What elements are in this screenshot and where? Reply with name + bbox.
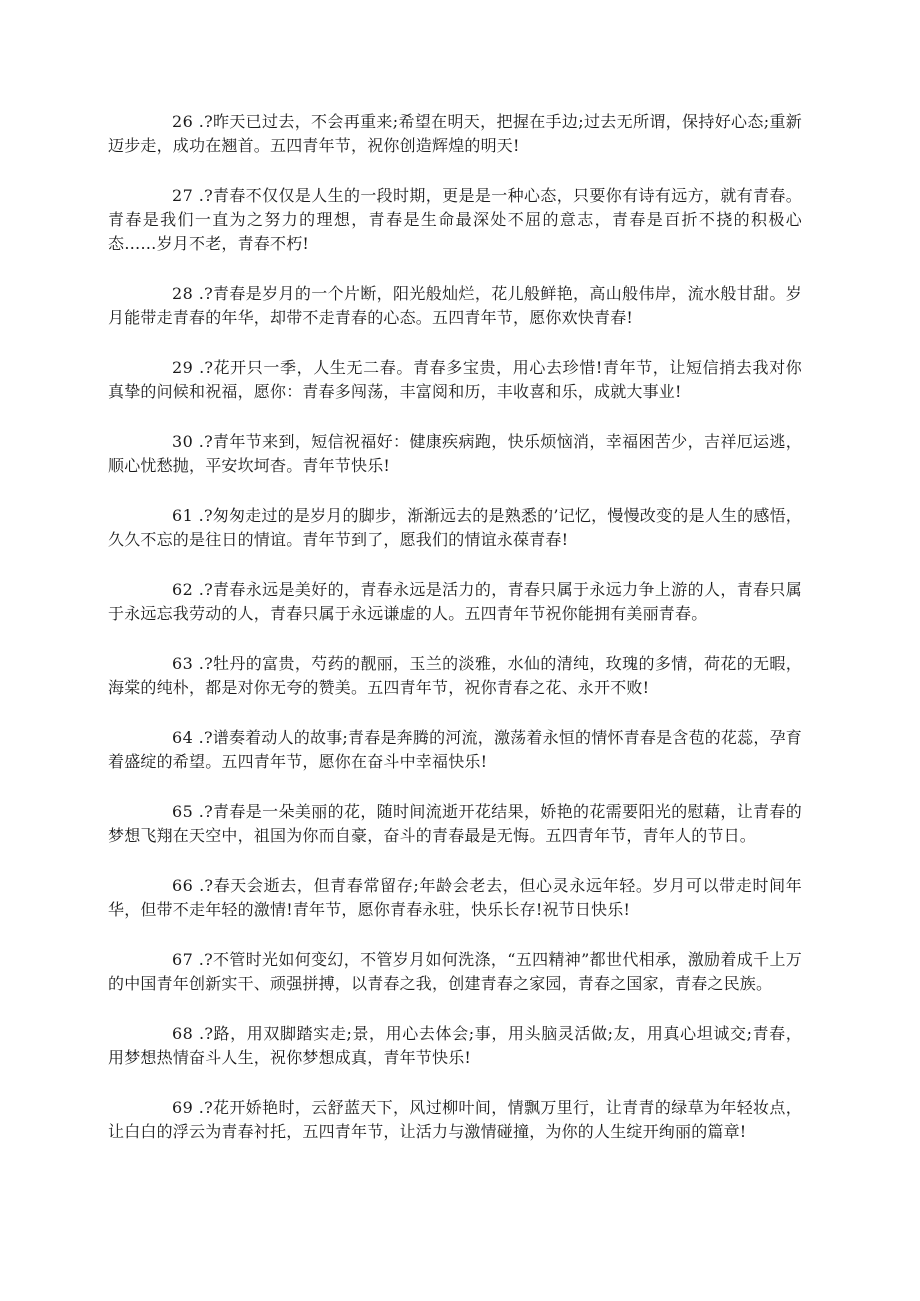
paragraph-number: 29 [172, 358, 194, 377]
paragraph-number: 68 [172, 1024, 194, 1043]
paragraph-number: 66 [172, 876, 194, 895]
paragraph-number: 61 [172, 506, 194, 525]
paragraph-text: .?青春永远是美好的，青春永远是活力的，青春只属于永远力争上游的人，青春只属于永远忘我劳动的人，青春只属于永远谦虚的人。五四青年节祝你能拥有美丽青春。 [108, 580, 802, 623]
paragraph-number: 65 [172, 802, 194, 821]
paragraph-30 [108, 430, 802, 478]
paragraph-text: .?牡丹的富贵，芍药的靓丽，玉兰的淡雅，水仙的清纯，玫瑰的多情，荷花的无暇，海棠的纯朴，都是对你无夸的赞美。五四青年节，祝你青春之花、永开不败! [108, 654, 802, 697]
paragraph-text: .?谱奏着动人的故事;青春是奔腾的河流，激荡着永恒的情怀青春是含苞的花蕊，孕育着盛绽的希望。五四青年节，愿你在奋斗中幸福快乐! [108, 728, 802, 771]
paragraph-text: .?花开只一季，人生无二春。青春多宝贵，用心去珍惜!青年节，让短信捎去我对你真挚的问候和祝福，愿你：青春多闯荡，丰富阅和历，丰收喜和乐，成就大事业! [108, 358, 802, 401]
paragraph-text: .?青春是岁月的一个片断，阳光般灿烂，花儿般鲜艳，高山般伟岸，流水般甘甜。岁月能带走青春的年华，却带不走青春的心态。五四青年节，愿你欢快青春! [108, 284, 802, 327]
paragraph-text: .?青春不仅仅是人生的一段时期，更是是一种心态，只要你有诗有远方，就有青春。青春是我们一直为之努力的理想，青春是生命最深处不屈的意志，青春是百折不挠的积极心态……岁月不老，青春不朽! [108, 186, 802, 253]
paragraph-61 [108, 504, 802, 552]
paragraph-number: 63 [172, 654, 194, 673]
paragraph-66 [108, 874, 802, 922]
paragraph-62 [108, 578, 802, 626]
paragraph-number: 30 [172, 432, 194, 451]
paragraph-text: .?花开娇艳时，云舒蓝天下，风过柳叶间，情飘万里行，让青青的绿草为年轻妆点，让白白的浮云为青春衬托，五四青年节，让活力与激情碰撞，为你的人生绽开绚丽的篇章! [108, 1098, 802, 1141]
paragraph-69 [108, 1096, 802, 1144]
paragraph-64 [108, 726, 802, 774]
paragraph-number: 69 [172, 1098, 194, 1117]
paragraph-65 [108, 800, 802, 848]
paragraph-text: .?青年节来到，短信祝福好：健康疾病跑，快乐烦恼消，幸福困苦少，吉祥厄运逃，顺心忧愁抛，平安坎坷杳。青年节快乐! [108, 432, 802, 475]
paragraph-text: .?春天会逝去，但青春常留存;年龄会老去，但心灵永远年轻。岁月可以带走时间年华，但带不走年轻的激情!青年节，愿你青春永驻，快乐长存!祝节日快乐! [108, 876, 802, 919]
document-body [108, 110, 802, 1170]
paragraph-29 [108, 356, 802, 404]
paragraph-26 [108, 110, 802, 158]
paragraph-text: .?路，用双脚踏实走;景，用心去体会;事，用头脑灵活做;友，用真心坦诚交;青春，用梦想热情奋斗人生，祝你梦想成真，青年节快乐! [108, 1024, 802, 1067]
paragraph-text: .?不管时光如何变幻，不管岁月如何洗涤，“五四精神”都世代相承，激励着成千上万的中国青年创新实干、顽强拼搏，以青春之我，创建青春之家园，青春之国家，青春之民族。 [108, 950, 802, 993]
paragraph-number: 26 [172, 112, 194, 131]
paragraph-28 [108, 282, 802, 330]
paragraph-number: 62 [172, 580, 194, 599]
paragraph-number: 28 [172, 284, 194, 303]
paragraph-number: 64 [172, 728, 194, 747]
paragraph-number: 67 [172, 950, 194, 969]
paragraph-text: .?匆匆走过的是岁月的脚步，渐渐远去的是熟悉的’记忆，慢慢改变的是人生的感悟，久久不忘的是往日的情谊。青年节到了，愿我们的情谊永葆青春! [108, 506, 802, 549]
paragraph-text: .?青春是一朵美丽的花，随时间流逝开花结果，娇艳的花需要阳光的慰藉，让青春的梦想飞翔在天空中，祖国为你而自豪，奋斗的青春最是无悔。五四青年节，青年人的节日。 [108, 802, 802, 845]
paragraph-67 [108, 948, 802, 996]
paragraph-68 [108, 1022, 802, 1070]
paragraph-63 [108, 652, 802, 700]
paragraph-text: .?昨天已过去，不会再重来;希望在明天，把握在手边;过去无所谓，保持好心态;重新迈步走，成功在翘首。五四青年节，祝你创造辉煌的明天! [108, 112, 802, 155]
paragraph-number: 27 [172, 186, 194, 205]
paragraph-27 [108, 184, 802, 256]
